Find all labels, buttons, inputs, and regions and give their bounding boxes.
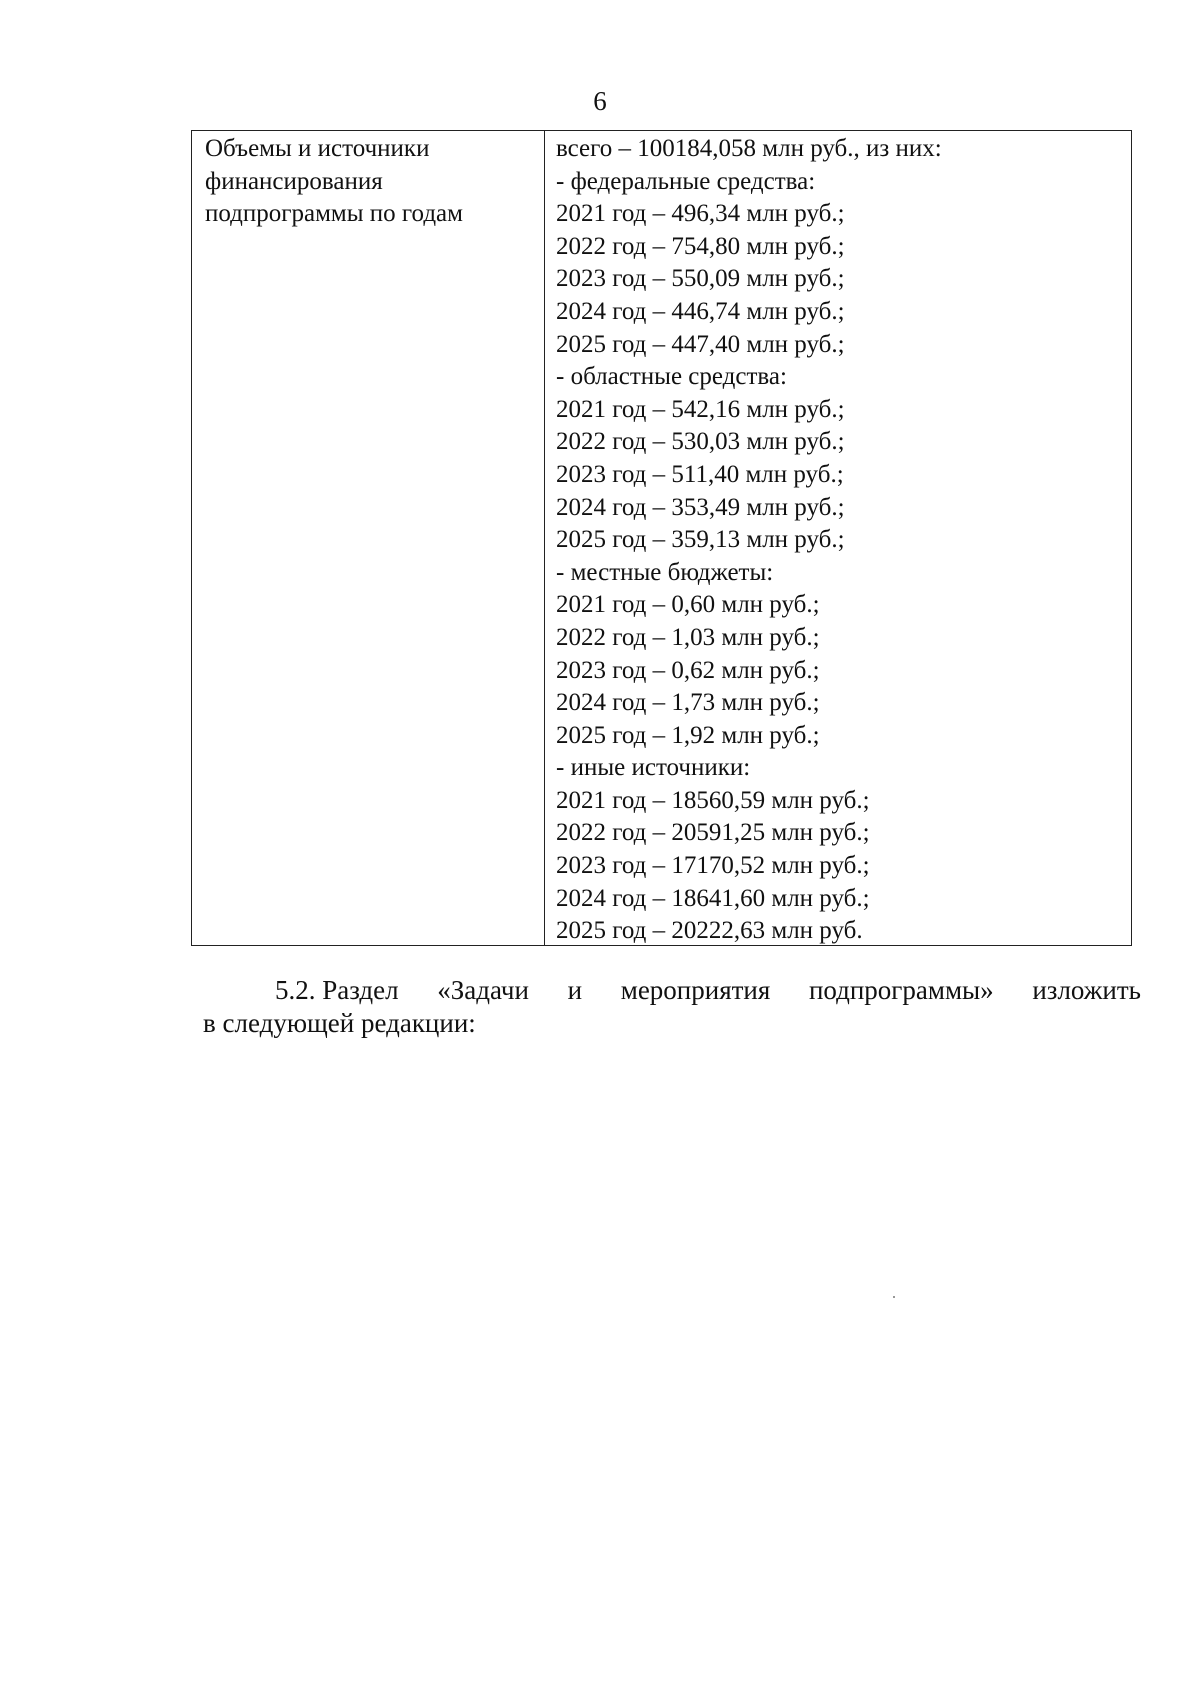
paragraph-word: мероприятия bbox=[620, 975, 771, 1005]
year-amount-line: 2023 год – 511,40 млн руб.; bbox=[556, 460, 844, 488]
section-heading-local: - местные бюджеты: bbox=[556, 558, 774, 586]
paragraph-second-line: в следующей редакции: bbox=[203, 1008, 476, 1038]
table-label-cell bbox=[192, 131, 545, 945]
year-amount-line: 2025 год – 20222,63 млн руб. bbox=[556, 917, 863, 945]
year-amount-line: 2024 год – 446,74 млн руб.; bbox=[556, 297, 845, 325]
paragraph-first-line bbox=[203, 974, 1141, 1007]
label-line: финансирования bbox=[205, 167, 383, 195]
label-line: подпрограммы по годам bbox=[205, 200, 463, 228]
year-amount-line: 2022 год – 530,03 млн руб.; bbox=[556, 428, 845, 456]
year-amount-line: 2025 год – 359,13 млн руб.; bbox=[556, 526, 845, 554]
year-amount-line: 2022 год – 20591,25 млн руб.; bbox=[556, 819, 870, 847]
total-line: всего – 100184,058 млн руб., из них: bbox=[556, 135, 942, 162]
scan-speck bbox=[893, 1296, 895, 1298]
year-amount-line: 2021 год – 496,34 млн руб.; bbox=[556, 200, 845, 228]
funding-table bbox=[191, 130, 1132, 946]
year-amount-line: 2025 год – 1,92 млн руб.; bbox=[556, 721, 820, 749]
paragraph-word: «Задачи bbox=[437, 975, 529, 1005]
paragraph-word: подпрограммы» bbox=[808, 975, 994, 1005]
paragraph-word: и bbox=[567, 975, 583, 1005]
label-line: Объемы и источники bbox=[205, 135, 430, 162]
year-amount-line: 2023 год – 17170,52 млн руб.; bbox=[556, 852, 870, 880]
year-amount-line: 2021 год – 18560,59 млн руб.; bbox=[556, 786, 870, 814]
year-amount-line: 2024 год – 18641,60 млн руб.; bbox=[556, 884, 870, 912]
table-value-cell bbox=[545, 131, 1131, 945]
year-amount-line: 2022 год – 754,80 млн руб.; bbox=[556, 232, 845, 260]
year-amount-line: 2022 год – 1,03 млн руб.; bbox=[556, 623, 820, 651]
paragraph-word: изложить bbox=[1032, 975, 1141, 1005]
paragraph-word: 5.2. Раздел bbox=[275, 975, 399, 1005]
section-heading-federal: - федеральные средства: bbox=[556, 167, 816, 195]
section-heading-regional: - областные средства: bbox=[556, 363, 787, 391]
amendment-paragraph bbox=[203, 974, 1141, 1040]
section-heading-other: - иные источники: bbox=[556, 754, 751, 782]
year-amount-line: 2024 год – 353,49 млн руб.; bbox=[556, 493, 845, 521]
page-number: 6 bbox=[593, 86, 607, 116]
year-amount-line: 2021 год – 0,60 млн руб.; bbox=[556, 591, 820, 619]
year-amount-line: 2025 год – 447,40 млн руб.; bbox=[556, 330, 845, 358]
year-amount-line: 2023 год – 550,09 млн руб.; bbox=[556, 265, 845, 293]
year-amount-line: 2024 год – 1,73 млн руб.; bbox=[556, 689, 820, 717]
year-amount-line: 2021 год – 542,16 млн руб.; bbox=[556, 395, 845, 423]
year-amount-line: 2023 год – 0,62 млн руб.; bbox=[556, 656, 820, 684]
